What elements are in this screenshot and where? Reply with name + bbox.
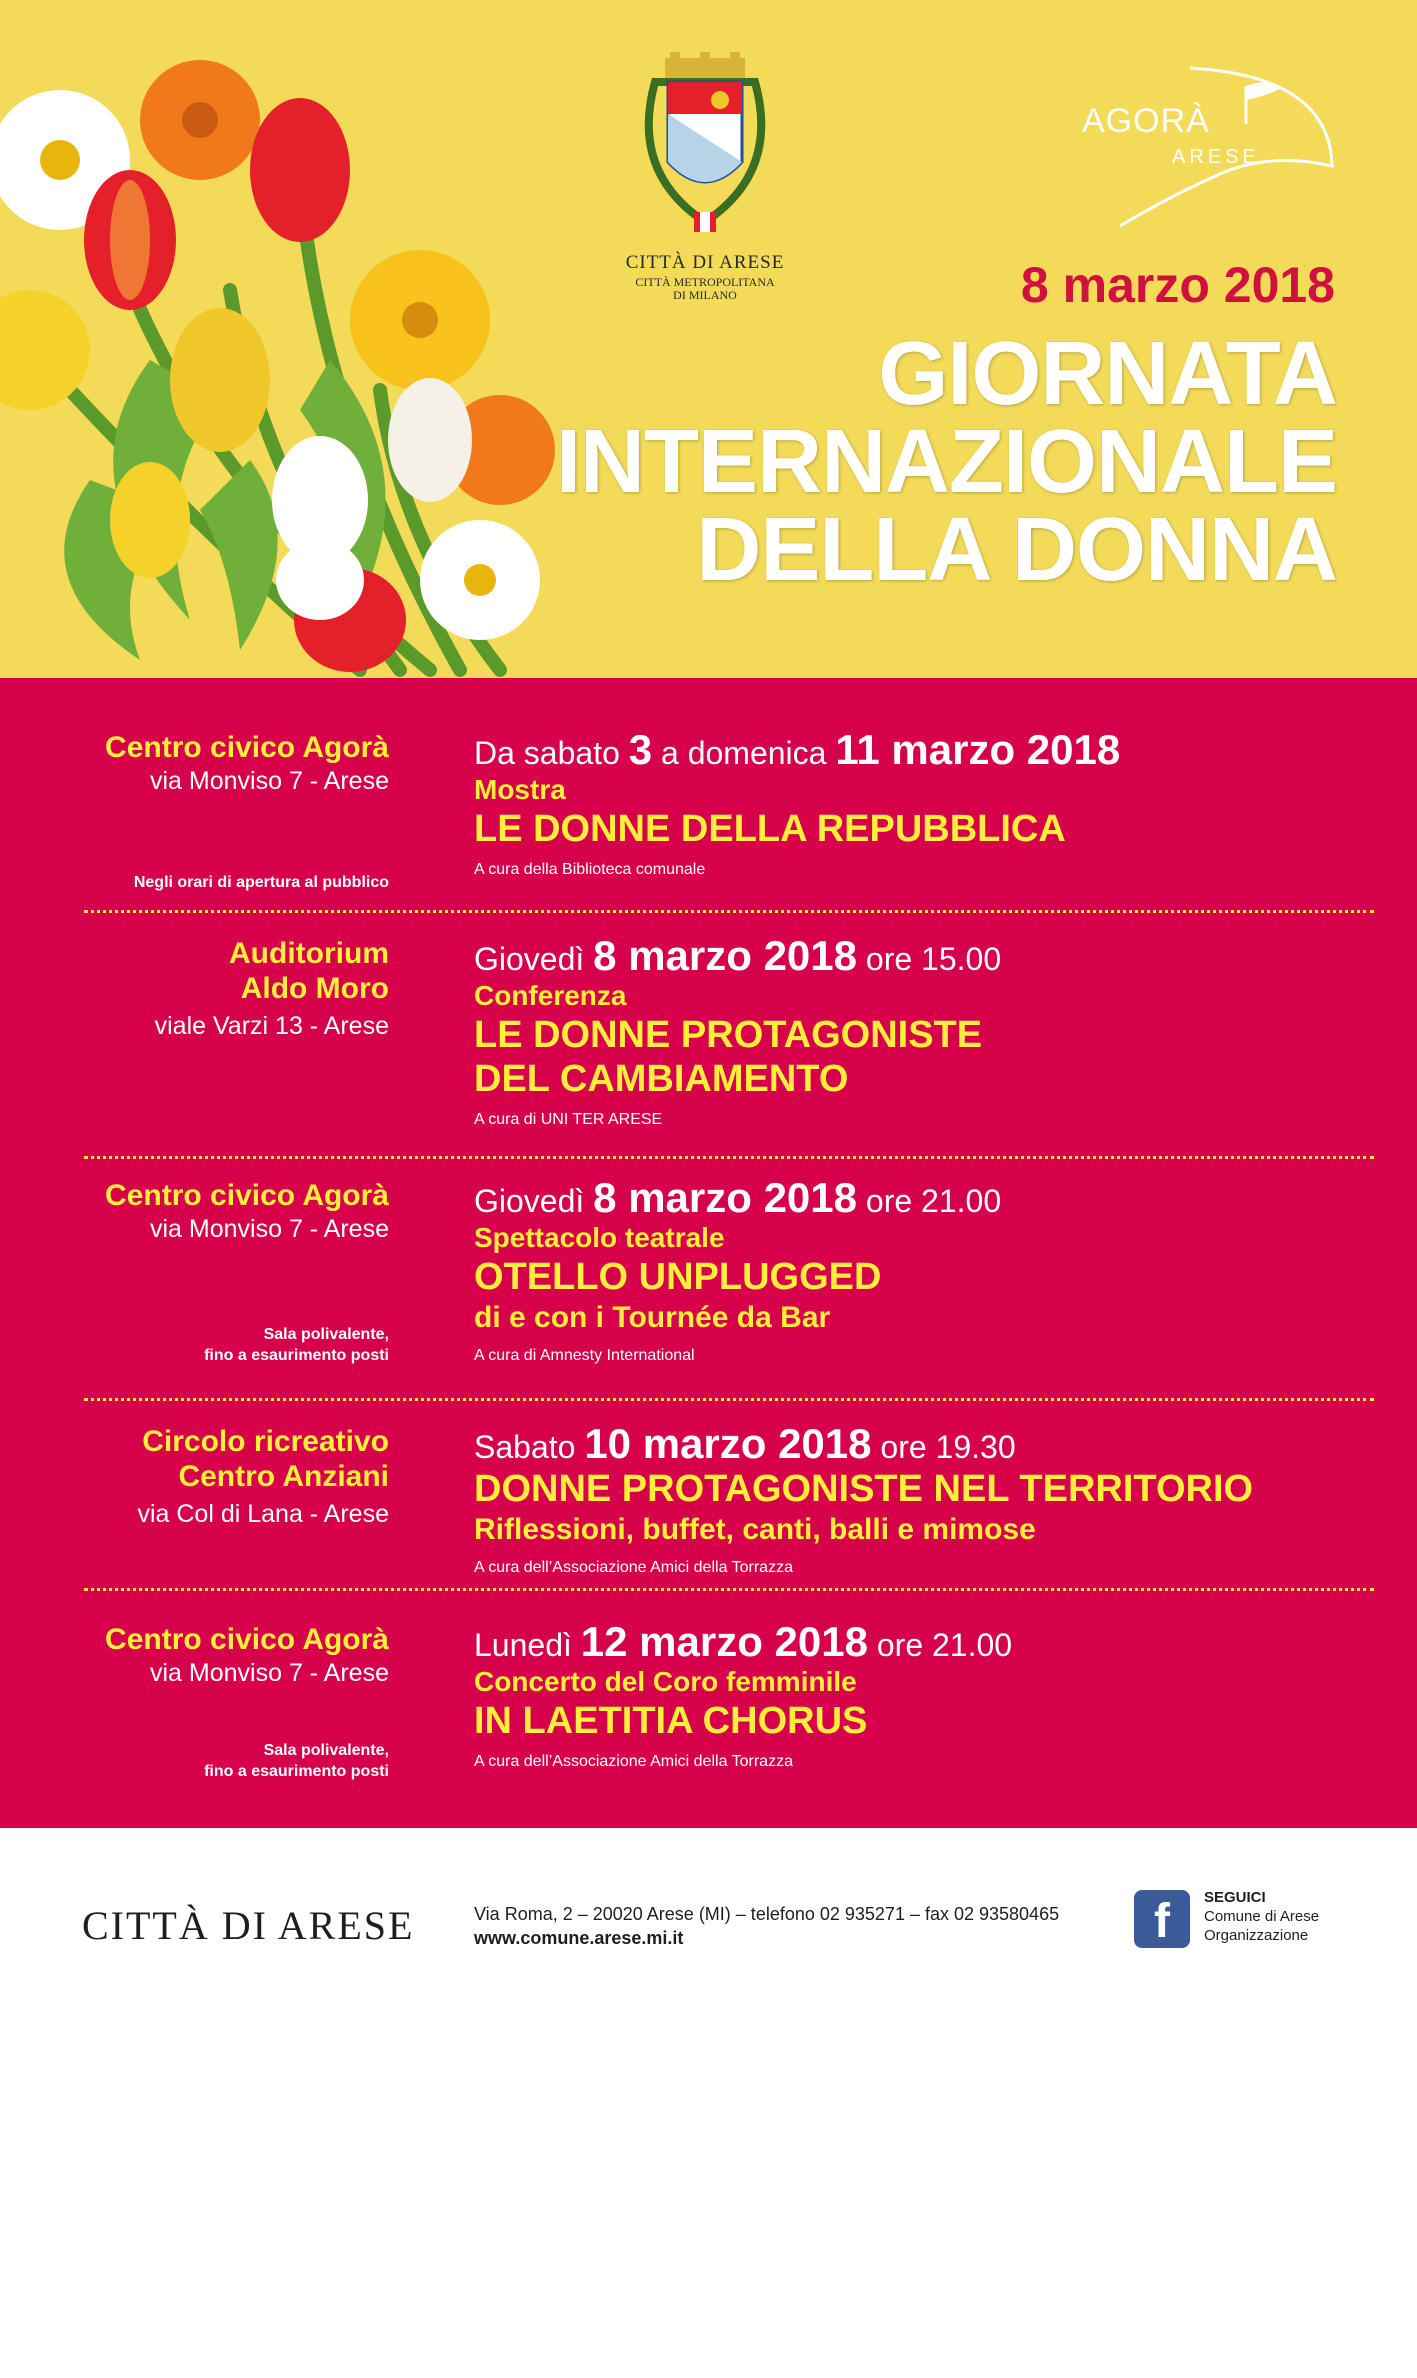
- title-line-3: DELLA DONNA: [696, 500, 1337, 600]
- when-date: 8 marzo 2018: [593, 932, 858, 979]
- event-kind: Concerto del Coro femminile: [474, 1666, 857, 1697]
- venue-address: via Monviso 7 - Arese: [150, 1215, 389, 1243]
- event-info: [474, 726, 1354, 881]
- venue-name: Circolo ricreativo: [142, 1425, 389, 1458]
- venue-name-line2: Centro Anziani: [178, 1460, 389, 1493]
- agora-arese-logo: [1070, 56, 1340, 226]
- venue-name: Centro civico Agorà: [105, 1623, 389, 1656]
- venue-note-line2: fino a esaurimento posti: [204, 1763, 389, 1780]
- crest-city-name: CITTÀ DI ARESE: [625, 252, 785, 273]
- when-day: 3: [628, 726, 653, 773]
- footer-brand: CITTÀ DI ARESE: [82, 1903, 415, 1948]
- event-headline: IN LAETITIA CHORUS: [474, 1700, 868, 1742]
- follow-line2: Comune di Arese: [1204, 1908, 1320, 1925]
- event-subline: Riflessioni, buffet, canti, balli e mimose: [474, 1513, 1036, 1546]
- when-date: 12 marzo 2018: [580, 1618, 868, 1665]
- page-title: [556, 324, 1337, 600]
- event-curator: A cura di Amnesty International: [474, 1347, 695, 1364]
- when-date: 8 marzo 2018: [593, 1174, 858, 1221]
- event-curator: A cura dell’Associazione Amici della Torrazza: [474, 1559, 793, 1576]
- venue-address: via Col di Lana - Arese: [137, 1500, 389, 1528]
- agora-flag-icon: [1070, 56, 1340, 226]
- venue-name: Centro civico Agorà: [105, 1179, 389, 1212]
- facebook-icon[interactable]: f: [1134, 1890, 1190, 1948]
- coat-of-arms-icon: [610, 52, 800, 252]
- event-info: [474, 1174, 1354, 1367]
- social-follow: [1204, 1888, 1319, 1945]
- title-line-1: GIORNATA: [878, 324, 1337, 424]
- venue-name: Auditorium: [229, 937, 389, 970]
- event-location: [49, 730, 389, 900]
- crest-metro-line1: CITTÀ METROPOLITANA: [635, 275, 775, 289]
- poster-footer: [0, 1828, 1417, 2025]
- event-info: [474, 1618, 1354, 1773]
- when-time: ore 15.00: [857, 941, 1002, 977]
- venue-name-line2: Aldo Moro: [240, 972, 389, 1005]
- event-when: [474, 1420, 1354, 1467]
- agora-sub-word: ARESE: [1172, 146, 1260, 168]
- venue-note: [49, 1740, 389, 1782]
- when-prefix: Lunedì: [474, 1627, 581, 1663]
- event-curator: A cura di UNI TER ARESE: [474, 1111, 663, 1128]
- when-prefix: Giovedì: [474, 941, 594, 977]
- venue-note-line1: Sala polivalente,: [263, 1742, 389, 1759]
- event-kind: Mostra: [474, 774, 566, 805]
- crest-metro-name: [610, 276, 800, 302]
- event-location: [49, 1424, 389, 1530]
- design-credit: designpeople: [1385, 2306, 1397, 2378]
- website-link[interactable]: www.comune.arese.mi.it: [474, 1928, 684, 1948]
- event-divider: [84, 1398, 1374, 1401]
- event-when: [474, 1618, 1354, 1665]
- footer-contacts: [474, 1902, 1059, 1950]
- event-divider: [84, 910, 1374, 913]
- event-curator: A cura della Biblioteca comunale: [474, 861, 706, 878]
- event-divider: [84, 1156, 1374, 1159]
- agora-word: AGORÀ: [1082, 102, 1210, 140]
- event-divider: [84, 1588, 1374, 1591]
- venue-note: Negli orari di apertura al pubblico: [133, 874, 389, 891]
- event-headline: LE DONNE PROTAGONISTE: [474, 1014, 983, 1056]
- follow-line3: Organizzazione: [1204, 1927, 1309, 1944]
- title-line-2: INTERNAZIONALE: [556, 412, 1337, 512]
- when-prefix: Da sabato: [474, 735, 629, 771]
- venue-address: via Monviso 7 - Arese: [150, 767, 389, 795]
- event-headline: LE DONNE DELLA REPUBBLICA: [474, 808, 1066, 850]
- event-when: [474, 932, 1354, 979]
- crest-metro-line2: DI MILANO: [673, 288, 737, 302]
- when-date: 11 marzo 2018: [835, 726, 1121, 773]
- when-prefix: Giovedì: [474, 1183, 594, 1219]
- event-curator: A cura dell’Associazione Amici della Torrazza: [474, 1753, 793, 1770]
- venue-address: viale Varzi 13 - Arese: [154, 1012, 389, 1040]
- event-info: [474, 1420, 1354, 1579]
- footer-address: Via Roma, 2 – 20020 Arese (MI) – telefono 02 935271 – fax 02 93580465: [474, 1904, 1060, 1924]
- when-time: ore 21.00: [857, 1183, 1002, 1219]
- event-when: [474, 726, 1354, 773]
- venue-note: [49, 1324, 389, 1366]
- event-kind: Spettacolo teatrale: [474, 1222, 725, 1253]
- poster-header: [0, 0, 1417, 678]
- event-headline: DONNE PROTAGONISTE NEL TERRITORIO: [474, 1468, 1254, 1510]
- venue-address: via Monviso 7 - Arese: [150, 1659, 389, 1687]
- when-middle: a domenica: [652, 735, 836, 771]
- venue-note-line1: Sala polivalente,: [263, 1326, 389, 1343]
- follow-label: SEGUICI: [1204, 1889, 1266, 1906]
- event-when: [474, 1174, 1354, 1221]
- event-kind: Conferenza: [474, 980, 627, 1011]
- when-prefix: Sabato: [474, 1429, 585, 1465]
- event-info: [474, 932, 1354, 1131]
- when-time: ore 21.00: [867, 1627, 1013, 1663]
- event-subline: di e con i Tournée da Bar: [474, 1301, 831, 1334]
- event-date: 8 marzo 2018: [1020, 257, 1335, 313]
- when-time: ore 19.30: [871, 1429, 1016, 1465]
- venue-note-line2: fino a esaurimento posti: [204, 1347, 389, 1364]
- event-location: [49, 936, 389, 1042]
- event-location: [49, 1178, 389, 1364]
- event-headline-line2: DEL CAMBIAMENTO: [474, 1058, 849, 1100]
- city-crest: [610, 52, 800, 332]
- tulip-bouquet-image: [0, 60, 560, 678]
- when-date: 10 marzo 2018: [584, 1420, 872, 1467]
- event-location: [49, 1622, 389, 1792]
- event-headline: OTELLO UNPLUGGED: [474, 1256, 882, 1298]
- venue-name: Centro civico Agorà: [105, 731, 389, 764]
